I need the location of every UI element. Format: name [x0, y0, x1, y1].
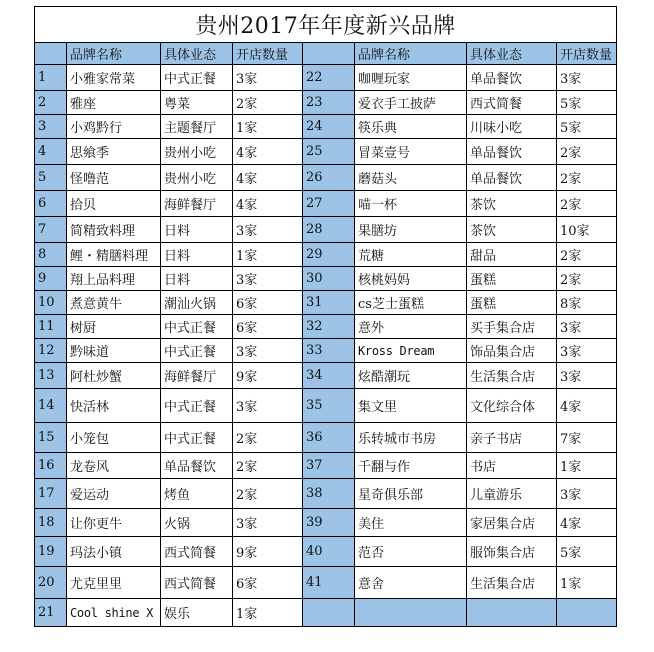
- store-count-cell: 4家: [557, 389, 617, 423]
- header-row: [35, 43, 617, 65]
- row-index: 34: [303, 363, 355, 389]
- store-count-cell: 7家: [557, 423, 617, 453]
- header-stores-left: 开店数量: [233, 43, 303, 65]
- row-index: 24: [303, 115, 355, 139]
- store-count-cell: 3家: [557, 339, 617, 363]
- brand-name-cell: 意舍: [355, 567, 467, 599]
- row-index: 25: [303, 139, 355, 165]
- table-row: [35, 423, 617, 453]
- empty-cell: [557, 599, 617, 627]
- brand-name-cell: 冒菜壹号: [355, 139, 467, 165]
- row-index: 33: [303, 339, 355, 363]
- brand-name-cell: 千翻与作: [355, 453, 467, 479]
- store-count-cell: 4家: [557, 509, 617, 537]
- category-cell: 川味小吃: [467, 115, 557, 139]
- row-index: 41: [303, 567, 355, 599]
- header-category-left: 具体业态: [161, 43, 233, 65]
- row-index: 38: [303, 479, 355, 509]
- category-cell: 贵州小吃: [161, 165, 233, 191]
- table-row: [35, 479, 617, 509]
- table-row: [35, 217, 617, 243]
- row-index: 12: [35, 339, 67, 363]
- brand-name-cell: 阿杜炒蟹: [67, 363, 161, 389]
- category-cell: 中式正餐: [161, 339, 233, 363]
- store-count-cell: 2家: [557, 165, 617, 191]
- store-count-cell: 9家: [233, 363, 303, 389]
- brand-name-cell: 喵一杯: [355, 191, 467, 217]
- store-count-cell: 6家: [233, 315, 303, 339]
- table-row: [35, 65, 617, 91]
- row-index: 39: [303, 509, 355, 537]
- table-row: [35, 509, 617, 537]
- table-row: [35, 191, 617, 217]
- category-cell: 生活集合店: [467, 567, 557, 599]
- brand-name-cell: 鲤・精膳料理: [67, 243, 161, 267]
- store-count-cell: 10家: [557, 217, 617, 243]
- category-cell: 娱乐: [161, 599, 233, 627]
- row-index: 16: [35, 453, 67, 479]
- brand-name-cell: Kross Dream: [355, 339, 467, 363]
- row-index: 30: [303, 267, 355, 291]
- store-count-cell: 1家: [233, 243, 303, 267]
- store-count-cell: 3家: [233, 267, 303, 291]
- store-count-cell: 2家: [557, 191, 617, 217]
- header-category-right: 具体业态: [467, 43, 557, 65]
- table-row: [35, 363, 617, 389]
- category-cell: 蛋糕: [467, 291, 557, 315]
- brand-name-cell: Cool shine X: [67, 599, 161, 627]
- row-index: 3: [35, 115, 67, 139]
- category-cell: 西式简餐: [161, 567, 233, 599]
- brand-name-cell: 小鸡黔行: [67, 115, 161, 139]
- brand-name-cell: 龙卷风: [67, 453, 161, 479]
- category-cell: 西式简餐: [161, 537, 233, 567]
- brand-name-cell: 简精致料理: [67, 217, 161, 243]
- store-count-cell: 5家: [557, 91, 617, 115]
- brand-name-cell: 筷乐典: [355, 115, 467, 139]
- store-count-cell: 3家: [233, 65, 303, 91]
- category-cell: 书店: [467, 453, 557, 479]
- table-row: [35, 537, 617, 567]
- store-count-cell: 1家: [557, 567, 617, 599]
- store-count-cell: 3家: [233, 339, 303, 363]
- brand-name-cell: 树厨: [67, 315, 161, 339]
- brand-name-cell: 快活林: [67, 389, 161, 423]
- row-index: 26: [303, 165, 355, 191]
- store-count-cell: 4家: [233, 165, 303, 191]
- brand-table: [34, 6, 617, 627]
- category-cell: 中式正餐: [161, 389, 233, 423]
- category-cell: 饰品集合店: [467, 339, 557, 363]
- row-index: 23: [303, 91, 355, 115]
- row-index: 14: [35, 389, 67, 423]
- category-cell: 亲子书店: [467, 423, 557, 453]
- table-row: [35, 267, 617, 291]
- store-count-cell: 3家: [557, 363, 617, 389]
- row-index: 15: [35, 423, 67, 453]
- row-index: 37: [303, 453, 355, 479]
- table-row: [35, 599, 617, 627]
- brand-name-cell: 乐转城市书房: [355, 423, 467, 453]
- row-index: 32: [303, 315, 355, 339]
- table-row: [35, 115, 617, 139]
- header-index-right: [303, 43, 355, 65]
- store-count-cell: 1家: [233, 599, 303, 627]
- brand-name-cell: 让你更牛: [67, 509, 161, 537]
- store-count-cell: 3家: [233, 389, 303, 423]
- category-cell: 主题餐厅: [161, 115, 233, 139]
- category-cell: 贵州小吃: [161, 139, 233, 165]
- category-cell: 西式简餐: [467, 91, 557, 115]
- brand-name-cell: 咖喱玩家: [355, 65, 467, 91]
- empty-cell: [303, 599, 355, 627]
- category-cell: 儿童游乐: [467, 479, 557, 509]
- category-cell: 粤菜: [161, 91, 233, 115]
- brand-name-cell: 翔上品料理: [67, 267, 161, 291]
- brand-name-cell: 爱运动: [67, 479, 161, 509]
- brand-name-cell: 星奇俱乐部: [355, 479, 467, 509]
- brand-name-cell: 范否: [355, 537, 467, 567]
- table-row: [35, 315, 617, 339]
- brand-name-cell: 爱衣手工披萨: [355, 91, 467, 115]
- category-cell: 日料: [161, 267, 233, 291]
- store-count-cell: 6家: [233, 291, 303, 315]
- brand-name-cell: cs芝士蛋糕: [355, 291, 467, 315]
- store-count-cell: 5家: [557, 537, 617, 567]
- row-index: 10: [35, 291, 67, 315]
- category-cell: 甜品: [467, 243, 557, 267]
- category-cell: 海鲜餐厅: [161, 191, 233, 217]
- brand-name-cell: 尤克里里: [67, 567, 161, 599]
- store-count-cell: 1家: [557, 453, 617, 479]
- row-index: 11: [35, 315, 67, 339]
- empty-cell: [355, 599, 467, 627]
- row-index: 27: [303, 191, 355, 217]
- brand-name-cell: 蘑菇头: [355, 165, 467, 191]
- store-count-cell: 3家: [233, 217, 303, 243]
- category-cell: 烤鱼: [161, 479, 233, 509]
- row-index: 36: [303, 423, 355, 453]
- store-count-cell: 8家: [557, 291, 617, 315]
- row-index: 4: [35, 139, 67, 165]
- brand-name-cell: 小笼包: [67, 423, 161, 453]
- brand-name-cell: 炫酷潮玩: [355, 363, 467, 389]
- table-title: 贵州2017年年度新兴品牌: [35, 7, 617, 43]
- brand-name-cell: 思飨季: [67, 139, 161, 165]
- table-row: [35, 453, 617, 479]
- brand-name-cell: 玛法小镇: [67, 537, 161, 567]
- row-index: 5: [35, 165, 67, 191]
- row-index: 7: [35, 217, 67, 243]
- category-cell: 单品餐饮: [467, 165, 557, 191]
- store-count-cell: 3家: [557, 65, 617, 91]
- store-count-cell: 2家: [557, 243, 617, 267]
- store-count-cell: 3家: [557, 315, 617, 339]
- brand-name-cell: 核桃妈妈: [355, 267, 467, 291]
- store-count-cell: 2家: [233, 423, 303, 453]
- category-cell: 日料: [161, 217, 233, 243]
- table-row: [35, 389, 617, 423]
- table-row: [35, 91, 617, 115]
- empty-cell: [467, 599, 557, 627]
- store-count-cell: 3家: [557, 479, 617, 509]
- table-row: [35, 243, 617, 267]
- table-row: [35, 291, 617, 315]
- row-index: 20: [35, 567, 67, 599]
- store-count-cell: 2家: [233, 453, 303, 479]
- row-index: 35: [303, 389, 355, 423]
- category-cell: 火锅: [161, 509, 233, 537]
- category-cell: 海鲜餐厅: [161, 363, 233, 389]
- brand-name-cell: 意外: [355, 315, 467, 339]
- row-index: 40: [303, 537, 355, 567]
- title-row: [35, 7, 617, 43]
- category-cell: 日料: [161, 243, 233, 267]
- category-cell: 中式正餐: [161, 423, 233, 453]
- row-index: 9: [35, 267, 67, 291]
- table-row: [35, 567, 617, 599]
- store-count-cell: 4家: [233, 191, 303, 217]
- row-index: 8: [35, 243, 67, 267]
- store-count-cell: 3家: [233, 509, 303, 537]
- header-index-left: [35, 43, 67, 65]
- row-index: 29: [303, 243, 355, 267]
- category-cell: 单品餐饮: [467, 65, 557, 91]
- category-cell: 服饰集合店: [467, 537, 557, 567]
- category-cell: 中式正餐: [161, 65, 233, 91]
- category-cell: 单品餐饮: [161, 453, 233, 479]
- category-cell: 潮汕火锅: [161, 291, 233, 315]
- store-count-cell: 5家: [557, 115, 617, 139]
- header-brand-left: 品牌名称: [67, 43, 161, 65]
- row-index: 19: [35, 537, 67, 567]
- category-cell: 文化综合体: [467, 389, 557, 423]
- category-cell: 中式正餐: [161, 315, 233, 339]
- header-stores-right: 开店数量: [557, 43, 617, 65]
- row-index: 28: [303, 217, 355, 243]
- brand-name-cell: 果膳坊: [355, 217, 467, 243]
- store-count-cell: 2家: [233, 91, 303, 115]
- table-row: [35, 339, 617, 363]
- store-count-cell: 2家: [557, 267, 617, 291]
- category-cell: 家居集合店: [467, 509, 557, 537]
- brand-name-cell: 荒糖: [355, 243, 467, 267]
- row-index: 2: [35, 91, 67, 115]
- row-index: 17: [35, 479, 67, 509]
- category-cell: 蛋糕: [467, 267, 557, 291]
- brand-name-cell: 雅座: [67, 91, 161, 115]
- brand-name-cell: 煮意黄牛: [67, 291, 161, 315]
- store-count-cell: 1家: [233, 115, 303, 139]
- category-cell: 买手集合店: [467, 315, 557, 339]
- row-index: 22: [303, 65, 355, 91]
- brand-name-cell: 集文里: [355, 389, 467, 423]
- row-index: 18: [35, 509, 67, 537]
- brand-name-cell: 小雅家常菜: [67, 65, 161, 91]
- brand-name-cell: 黔味道: [67, 339, 161, 363]
- row-index: 6: [35, 191, 67, 217]
- category-cell: 茶饮: [467, 191, 557, 217]
- store-count-cell: 9家: [233, 537, 303, 567]
- row-index: 13: [35, 363, 67, 389]
- brand-name-cell: 怪噜范: [67, 165, 161, 191]
- brand-name-cell: 拾贝: [67, 191, 161, 217]
- store-count-cell: 2家: [557, 139, 617, 165]
- table-row: [35, 139, 617, 165]
- row-index: 1: [35, 65, 67, 91]
- category-cell: 单品餐饮: [467, 139, 557, 165]
- store-count-cell: 6家: [233, 567, 303, 599]
- category-cell: 生活集合店: [467, 363, 557, 389]
- table-row: [35, 165, 617, 191]
- store-count-cell: 2家: [233, 479, 303, 509]
- brand-name-cell: 美住: [355, 509, 467, 537]
- category-cell: 茶饮: [467, 217, 557, 243]
- header-brand-right: 品牌名称: [355, 43, 467, 65]
- row-index: 21: [35, 599, 67, 627]
- row-index: 31: [303, 291, 355, 315]
- store-count-cell: 4家: [233, 139, 303, 165]
